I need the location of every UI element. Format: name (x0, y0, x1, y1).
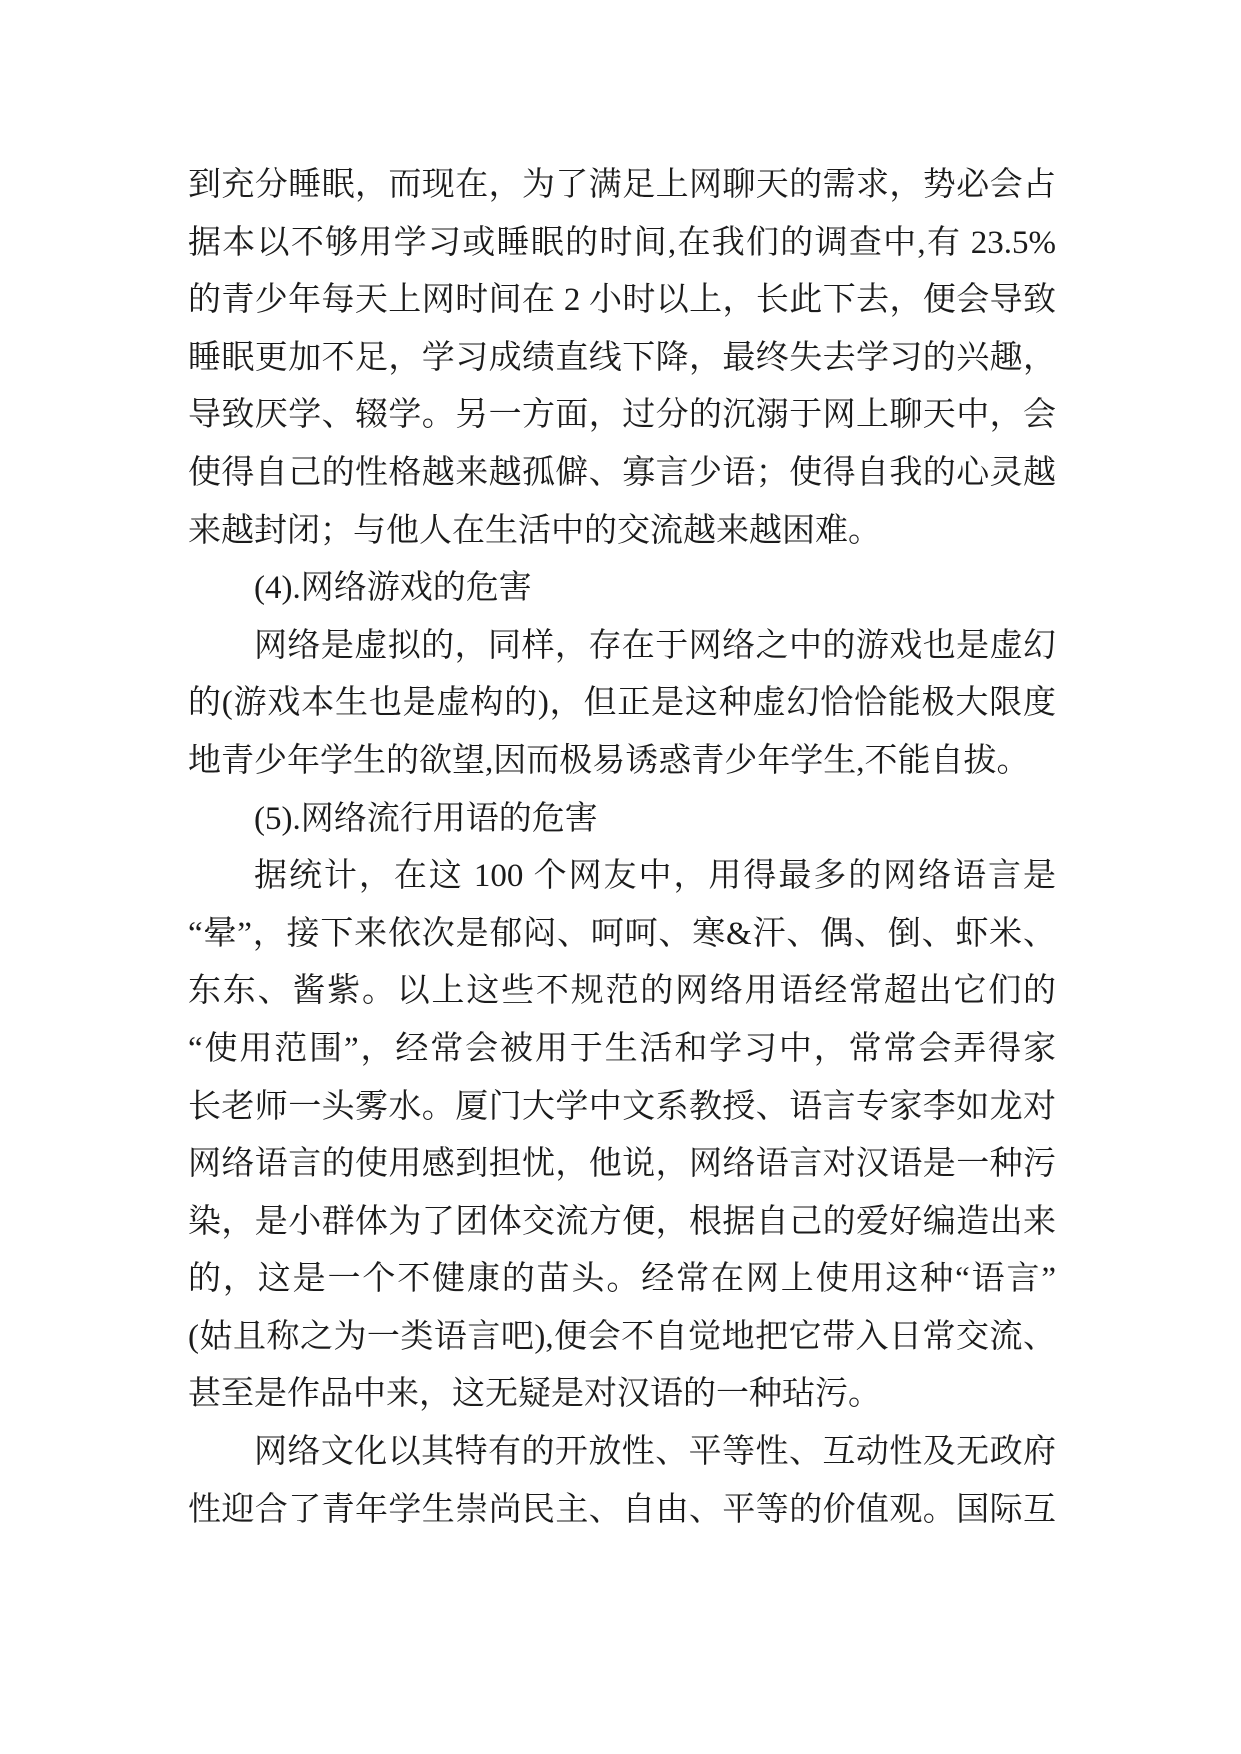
text-line: 据本以不够用学习或睡眠的时间,在我们的调查中,有 23.5% (188, 224, 1056, 261)
text-line: 的(游戏本生也是虚构的)，但正是这种虚幻恰恰能极大限度 (188, 685, 1056, 722)
text-line: 导致厌学、辍学。另一方面，过分的沉溺于网上聊天中，会 (188, 397, 1056, 434)
section-heading-5: (5).网络流行用语的危害 (254, 800, 598, 837)
body-text (188, 157, 1056, 1539)
text-line: (姑且称之为一类语言吧),便会不自觉地把它带入日常交流、 (188, 1318, 1056, 1355)
text-line: “晕”，接下来依次是郁闷、呵呵、寒&汗、偶、倒、虾米、 (188, 915, 1056, 952)
text-line paragraph-end: 甚至是作品中来，这无疑是对汉语的一种玷污。 (188, 1376, 881, 1413)
text-line: 东东、酱紫。以上这些不规范的网络用语经常超出它们的 (188, 973, 1056, 1010)
text-line: 的，这是一个不健康的苗头。经常在网上使用这种“语言” (188, 1261, 1056, 1298)
section-heading-4: (4).网络游戏的危害 (254, 570, 532, 607)
text-line paragraph-end: 地青少年学生的欲望,因而极易诱惑青少年学生,不能自拔。 (188, 742, 1030, 779)
text-line paragraph-end: 来越封闭；与他人在生活中的交流越来越困难。 (188, 512, 881, 549)
text-line: 性迎合了青年学生崇尚民主、自由、平等的价值观。国际互 (188, 1491, 1056, 1528)
text-line: 使得自己的性格越来越孤僻、寡言少语；使得自我的心灵越 (188, 454, 1056, 491)
text-line: 网络是虚拟的，同样，存在于网络之中的游戏也是虚幻 (254, 627, 1056, 664)
text-line: 染，是小群体为了团体交流方便，根据自己的爱好编造出来 (188, 1203, 1056, 1240)
text-line: 睡眠更加不足，学习成绩直线下降，最终失去学习的兴趣， (188, 339, 1056, 376)
text-line: 网络语言的使用感到担忧，他说，网络语言对汉语是一种污 (188, 1146, 1056, 1183)
text-line: 到充分睡眠，而现在，为了满足上网聊天的需求，势必会占 (188, 167, 1056, 203)
text-line: “使用范围”，经常会被用于生活和学习中，常常会弄得家 (188, 1030, 1056, 1067)
text-line: 据统计，在这 100 个网友中，用得最多的网络语言是 (254, 858, 1056, 895)
text-line: 长老师一头雾水。厦门大学中文系教授、语言专家李如龙对 (188, 1088, 1056, 1125)
text-line: 的青少年每天上网时间在 2 小时以上，长此下去，便会导致 (188, 282, 1056, 319)
text-line: 网络文化以其特有的开放性、平等性、互动性及无政府 (254, 1434, 1056, 1471)
